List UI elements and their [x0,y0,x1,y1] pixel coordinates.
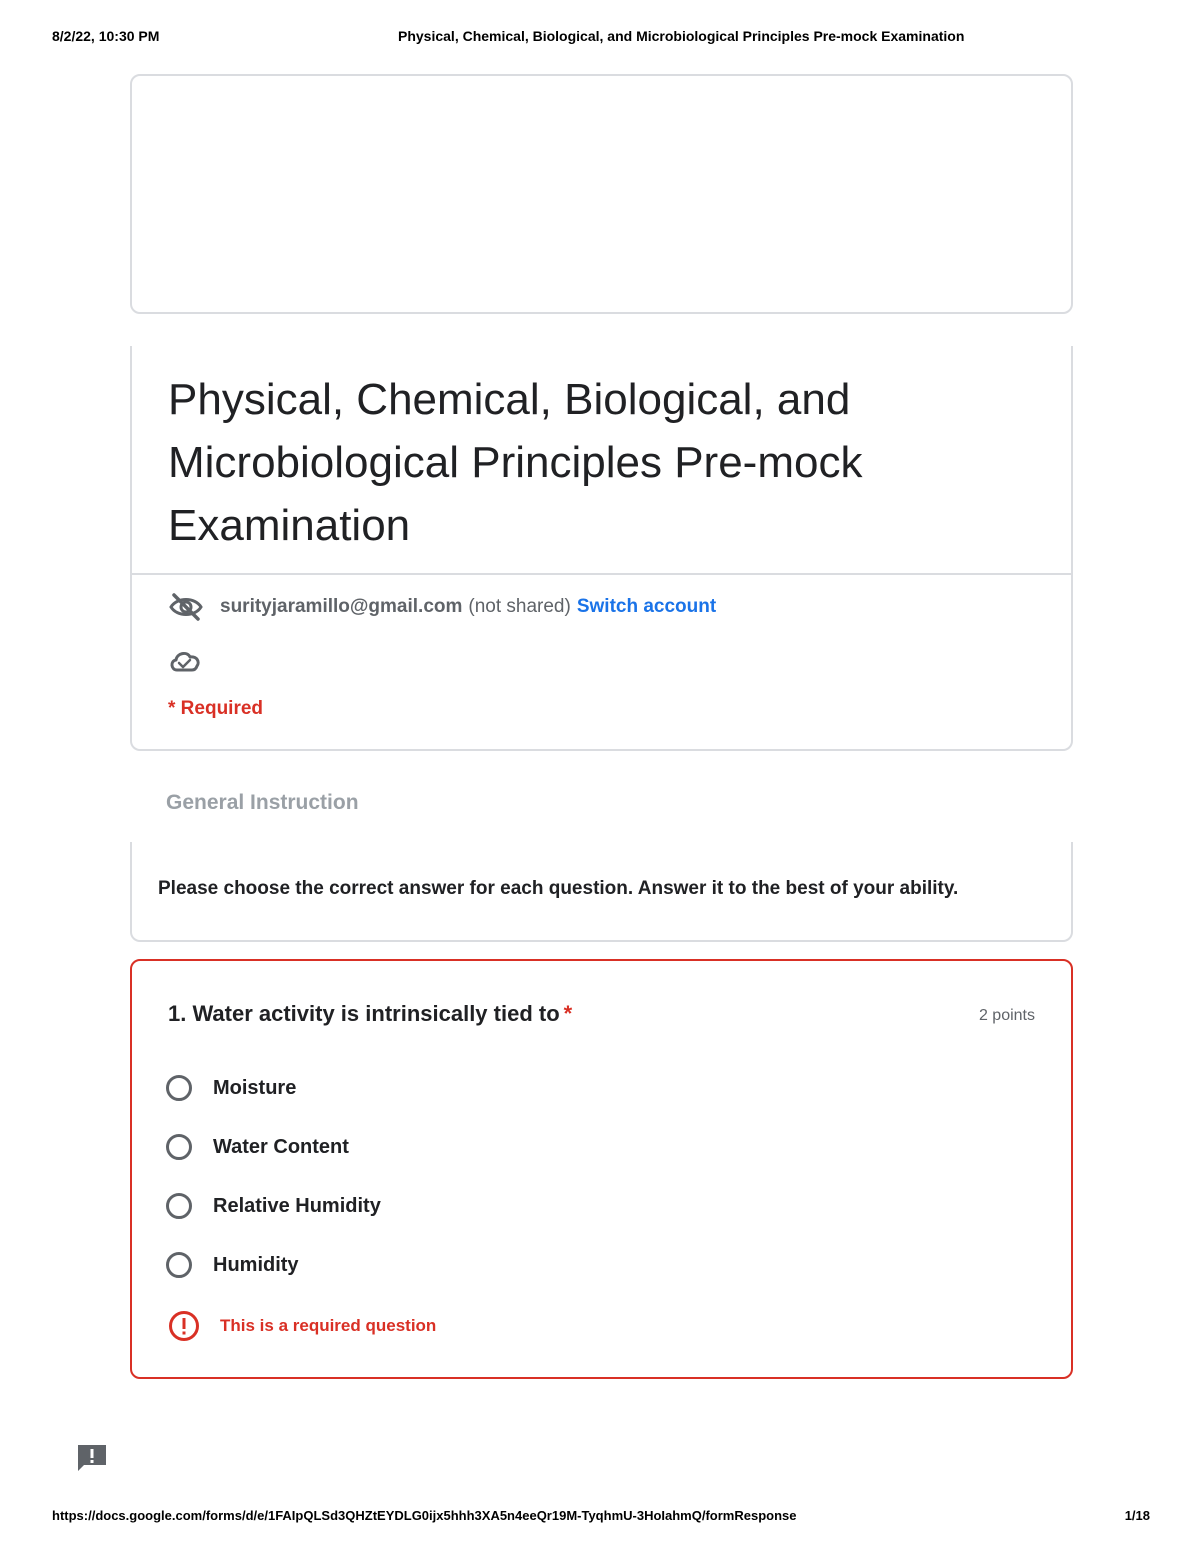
option-label: Moisture [213,1076,297,1099]
print-footer [52,1508,1150,1528]
question-title [168,1001,572,1027]
cloud-done-icon [168,648,202,674]
form-title-card [130,346,1073,751]
option-label: Water Content [213,1135,349,1158]
instruction-card [130,842,1073,942]
section-header: General Instruction [166,791,359,814]
question-card [130,959,1073,1379]
header-banner [130,74,1073,314]
print-document-title: Physical, Chemical, Biological, and Microbiological Principles Pre-mock Examination [398,28,965,44]
radio-option[interactable] [166,1189,381,1223]
radio-option[interactable] [166,1248,299,1282]
not-shared-label: (not shared) [468,596,571,617]
print-datetime: 8/2/22, 10:30 PM [52,28,160,44]
form-title: Physical, Chemical, Biological, and Microbiological Principles Pre-mock Examination [168,375,863,550]
error-text: This is a required question [220,1316,437,1335]
required-note: * Required [168,698,264,719]
required-asterisk: * [563,1001,573,1026]
radio-button[interactable] [166,1075,192,1101]
option-label: Humidity [213,1253,299,1276]
radio-button[interactable] [166,1193,192,1219]
feedback-icon[interactable] [76,1443,108,1473]
account-row [168,592,716,622]
instruction-text: Please choose the correct answer for each question. Answer it to the best of your ability. [158,878,959,899]
page-number: 1/18 [1124,1508,1150,1523]
error-icon [168,1310,200,1342]
radio-button[interactable] [166,1134,192,1160]
print-header [52,28,1150,52]
error-message-row [168,1310,436,1342]
print-url: https://docs.google.com/forms/d/e/1FAIpQLSd3QHZtEYDLG0ijx5hhh3XA5n4eeQr19M-TyqhmU-3HoIahmQ/formResponse [52,1508,797,1523]
switch-account-link[interactable]: Switch account [576,596,717,617]
divider [132,573,1071,575]
question-text: 1. Water activity is intrinsically tied to [168,1001,560,1026]
account-email: surityjaramillo@gmail.com [220,596,463,617]
radio-button[interactable] [166,1252,192,1278]
question-points: 2 points [978,1007,1035,1024]
radio-option[interactable] [166,1130,349,1164]
option-label: Relative Humidity [213,1194,381,1217]
visibility-off-icon [168,592,204,622]
radio-option[interactable] [166,1071,296,1105]
